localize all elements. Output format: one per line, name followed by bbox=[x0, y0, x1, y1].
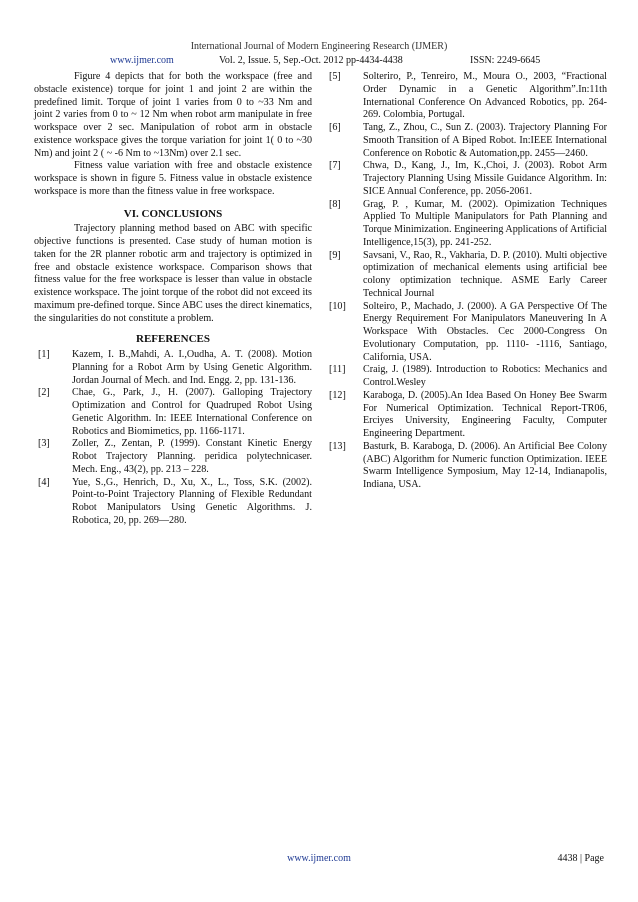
reference-item bbox=[34, 477, 312, 528]
right-column bbox=[325, 71, 607, 492]
reference-item bbox=[34, 438, 312, 476]
page-footer bbox=[34, 853, 604, 867]
reference-item bbox=[325, 301, 607, 365]
reference-number: [13] bbox=[329, 440, 346, 452]
reference-text: Tang, Z., Zhou, C., Sun Z. (2003). Trajectory Planning For Smooth Transition of A Biped Robot. In:IEEE International Conference on Robotic & Automation,pp. 2455—2460. bbox=[363, 122, 607, 159]
footer-website-link[interactable]: www.ijmer.com bbox=[287, 853, 351, 864]
reference-number: [4] bbox=[38, 476, 50, 488]
page-header bbox=[0, 40, 638, 67]
reference-number: [1] bbox=[38, 349, 50, 360]
journal-title: International Journal of Modern Engineering Research (IJMER) bbox=[190, 41, 448, 52]
reference-text: Yue, S.,G., Henrich, D., Xu, X., L., Toss, S.K. (2002). Point-to-Point Trajectory Planning of Flexible Redundant Robot Manipulators Using Genetic Algorithms. J. Robotica, 20, pp. 269—280. bbox=[72, 476, 312, 526]
reference-number: [3] bbox=[38, 438, 50, 450]
reference-number: [5] bbox=[329, 71, 341, 82]
page-number: 4438 | Page bbox=[557, 853, 604, 864]
reference-item bbox=[325, 71, 607, 122]
reference-item bbox=[325, 441, 607, 492]
reference-item bbox=[325, 364, 607, 390]
reference-item bbox=[34, 387, 312, 438]
reference-number: [9] bbox=[329, 249, 341, 261]
reference-list-left bbox=[34, 349, 312, 528]
reference-number: [2] bbox=[38, 387, 50, 399]
reference-item bbox=[325, 122, 607, 160]
reference-text: Solteiro, P., Machado, J. (2000). A GA Perspective Of The Energy Requirement For Manipulators Maneuvering In A Workspace With Obstacles. Cec 2000-Congress On Evolutionary Computation, pp. 1110- -1116, Santiago, California, USA. bbox=[363, 300, 607, 363]
reference-item bbox=[325, 160, 607, 198]
reference-item bbox=[34, 349, 312, 387]
reference-text: Solteriro, P., Tenreiro, M., Moura O., 2003, “Fractional Order Dynamic in a Genetic Algorithm”.In:11th International Conference On Advanced Robotics, pp. 264-269. Colombia, Portugal. bbox=[363, 71, 607, 121]
reference-number: [7] bbox=[329, 160, 341, 172]
reference-text: Kazem, I. B.,Mahdi, A. I.,Oudha, A. T. (2008). Motion Planning for a Robot Arm by Using Genetic Algorithm. Jordan Journal of Mech. and Ind. Engg. 2, pp. 131-136. bbox=[72, 349, 312, 386]
reference-number: [12] bbox=[329, 389, 346, 401]
left-column bbox=[34, 71, 312, 528]
reference-text: Zoller, Z., Zentan, P. (1999). Constant Kinetic Energy Robot Trajectory Planning. peridica polytechnicaser. Mech. Eng., 43(2), pp. 213 – 228. bbox=[72, 438, 312, 475]
reference-number: [10] bbox=[329, 300, 346, 312]
reference-list-right bbox=[325, 71, 607, 492]
body-paragraph: Fitness value variation with free and obstacle existence workspace is shown in figure 5. Fitness value in obstacle existence workspace is more than the fitness value in free workspace. bbox=[34, 160, 312, 197]
reference-item bbox=[325, 390, 607, 441]
reference-text: Chwa, D., Kang, J., Im, K.,Choi, J. (2003). Robot Arm Trajectory Planning Using Missile Guidance Algorithm. In: SICE Annual Conference, pp. 2056-2061. bbox=[363, 160, 607, 197]
journal-website-link[interactable]: www.ijmer.com bbox=[110, 55, 174, 66]
reference-item bbox=[325, 199, 607, 250]
reference-text: Grag, P. , Kumar, M. (2002). Opimization Techniques Applied To Multiple Manipulators for Path Planning and Torque Minimization. Engineering Applications of Artificial Intelligence,15(3), pp. 241-252. bbox=[363, 198, 607, 248]
reference-text: Savsani, V., Rao, R., Vakharia, D. P. (2010). Multi objective optimization of mechanical elements using artificial bee colony optimization technique. ASME Early Career Technical Journal bbox=[363, 249, 607, 299]
reference-text: Craig, J. (1989). Introduction to Robotics: Mechanics and Control.Wesley bbox=[363, 364, 607, 388]
reference-number: [6] bbox=[329, 122, 341, 133]
reference-item bbox=[325, 250, 607, 301]
reference-text: Basturk, B. Karaboga, D. (2006). An Artificial Bee Colony (ABC) Algorithm for Numeric function Optimization. IEEE Swarm Intelligence Symposium, May 12-14, Indianapolis, Indiana, USA. bbox=[363, 440, 607, 490]
conclusions-paragraph: Trajectory planning method based on ABC with specific objective functions is presented. Case study of human motion is taken for the 2R planner robotic arm and trajectory is optimized in free and obstacle existence workspace. Comparison shows that fitness value for the free workspace is lesser than value in obstacle existence workspace. The joint torque of the robot did not exceed its maximum pre-defined torque. Since ABC uses the direct kinematics, the singularities do not constitute a problem. bbox=[34, 223, 312, 324]
reference-text: Chae, G., Park, J., H. (2007). Galloping Trajectory Optimization and Control for Quadruped Robot Using Genetic Algorithm. In: IEEE International Conference on Robotics and Biomimetics, pp. 1166-1171. bbox=[72, 387, 312, 437]
volume-info: Vol. 2, Issue. 5, Sep.-Oct. 2012 pp-4434-4438 bbox=[219, 55, 403, 66]
reference-text: Karaboga, D. (2005).An Idea Based On Honey Bee Swarm For Numerical Optimization. Technical Report-TR06, Erciyes University, Engineering Faculty, Computer Engineering Department. bbox=[363, 389, 607, 439]
issn: ISSN: 2249-6645 bbox=[470, 55, 541, 66]
reference-number: [11] bbox=[329, 364, 346, 376]
references-heading: REFERENCES bbox=[136, 333, 210, 346]
body-paragraph: Figure 4 depicts that for both the workspace (free and obstacle existence) torque for joint 1 and joint 2 are within the predefined limit. Torque of joint 1 varies from 0 to ~33 Nm and joint 2 varies from 0 to ~ 12 Nm when robot arm manipulate in free workspace over 2 sec. Manipulation of robot arm in obstacle existence workspace gives the torque variation for joint 1( 0 to ~30 Nm) and joint 2 ( ~ -6 Nm to ~13Nm) over 2.1 sec. bbox=[34, 71, 312, 159]
reference-number: [8] bbox=[329, 198, 341, 210]
header-meta bbox=[0, 54, 638, 67]
section-heading-conclusions: VI. CONCLUSIONS bbox=[123, 207, 223, 220]
